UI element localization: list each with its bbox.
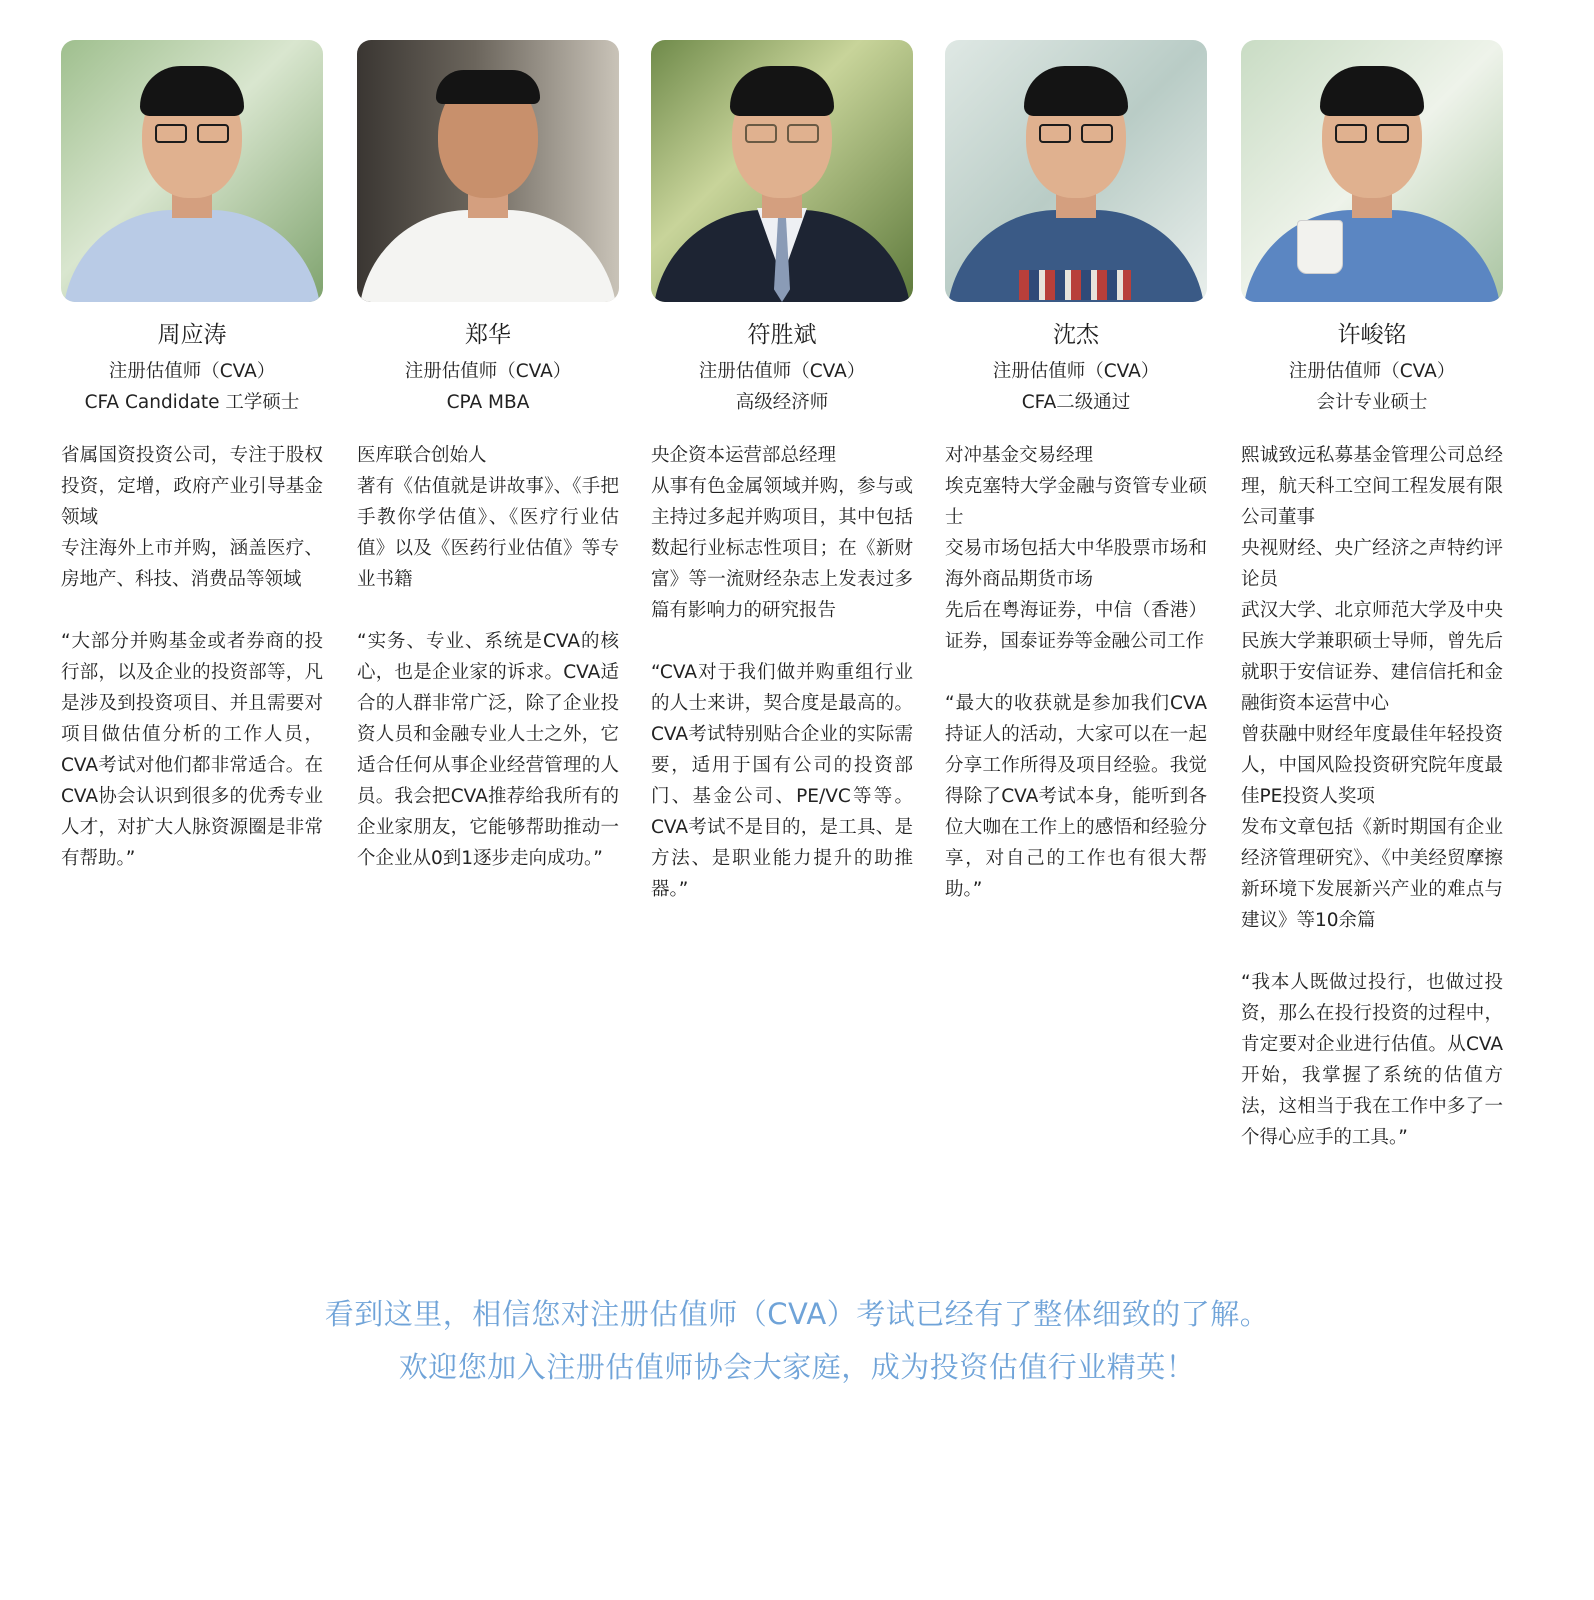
bio-line: 从事有色金属领域并购，参与或主持过多起并购项目，其中包括数起行业标志性项目；在《新财富》等一流财经杂志上发表过多篇有影响力的研究报告 <box>651 476 913 621</box>
bio-line: 发布文章包括《新时期国有企业经济管理研究》、《中美经贸摩擦新环境下发展新兴产业的难点与建议》等10余篇 <box>1241 817 1503 931</box>
bio <box>945 440 1207 657</box>
credential: 注册估值师（CVA） <box>404 361 572 382</box>
bio <box>1241 440 1503 936</box>
bio-line: 医库联合创始人 <box>357 445 487 466</box>
quote: “大部分并购基金或者券商的投行部，以及企业的投资部等，凡是涉及到投资项目、并且需要对项目做估值分析的工作人员，CVA考试对他们都非常适合。在CVA协会认识到很多的优秀专业人才，对扩大人脉资源圈是非常有帮助。” <box>61 631 323 869</box>
bio-line: 省属国资投资公司，专注于股权投资，定增，政府产业引导基金领域 <box>61 445 323 528</box>
profile-photo <box>357 40 619 302</box>
bio-line: 央视财经、央广经济之声特约评论员 <box>1241 538 1503 590</box>
profile-card-zheng <box>357 40 619 874</box>
credential: CFA二级通过 <box>1021 392 1131 413</box>
profile-photo <box>651 40 913 302</box>
credential: CFA Candidate 工学硕士 <box>84 392 300 413</box>
bio-line: 交易市场包括大中华股票市场和海外商品期货市场 <box>945 538 1207 590</box>
person-name: 许峻铭 <box>1337 322 1407 348</box>
profile-photo <box>945 40 1207 302</box>
footer-line-2: 欢迎您加入注册估值师协会大家庭，成为投资估值行业精英！ <box>398 1350 1196 1384</box>
profile-card-zhou <box>61 40 323 874</box>
quote: “最大的收获就是参加我们CVA持证人的活动，大家可以在一起分享工作所得及项目经验。我觉得除了CVA考试本身，能听到各位大咖在工作上的感悟和经验分享，对自己的工作也有很大帮助。” <box>945 693 1207 900</box>
bio-line: 先后在粤海证券，中信（香港）证券，国泰证券等金融公司工作 <box>945 600 1207 652</box>
quote: “我本人既做过投行，也做过投资，那么在投行投资的过程中，肯定要对企业进行估值。从CVA开始，我掌握了系统的估值方法，这相当于我在工作中多了一个得心应手的工具。” <box>1241 972 1503 1148</box>
person-name: 郑华 <box>465 322 511 348</box>
bio-line: 曾获融中财经年度最佳年轻投资人，中国风险投资研究院年度最佳PE投资人奖项 <box>1241 724 1503 807</box>
bio <box>357 440 619 595</box>
bio <box>61 440 323 595</box>
bio <box>651 440 913 626</box>
footer-line-1: 看到这里，相信您对注册估值师（CVA）考试已经有了整体细致的了解。 <box>324 1297 1270 1331</box>
bio-line: 埃克塞特大学金融与资管专业硕士 <box>945 476 1207 528</box>
credential: 注册估值师（CVA） <box>108 361 276 382</box>
person-name: 周应涛 <box>157 322 227 348</box>
bio-line: 熙诚致远私募基金管理公司总经理，航天科工空间工程发展有限公司董事 <box>1241 445 1503 528</box>
person-name: 符胜斌 <box>747 322 817 348</box>
bio-line: 对冲基金交易经理 <box>945 445 1094 466</box>
bio-line: 专注海外上市并购，涵盖医疗、房地产、科技、消费品等领域 <box>61 538 323 590</box>
profile-card-xu <box>1241 40 1503 1153</box>
bio-line: 央企资本运营部总经理 <box>651 445 837 466</box>
profile-card-shen <box>945 40 1207 905</box>
profile-photo <box>1241 40 1503 302</box>
quote: “CVA对于我们做并购重组行业的人士来讲，契合度是最高的。CVA考试特别贴合企业的实际需要，适用于国有公司的投资部门、基金公司、PE/VC等等。CVA考试不是目的，是工具、是方法、是职业能力提升的助推器。” <box>651 662 913 900</box>
person-name: 沈杰 <box>1053 322 1099 348</box>
credential: 注册估值师（CVA） <box>1288 361 1456 382</box>
bio-line: 著有《估值就是讲故事》、《手把手教你学估值》、《医疗行业估值》以及《医药行业估值》等专业书籍 <box>357 476 619 590</box>
credential: 高级经济师 <box>735 392 829 413</box>
profile-photo <box>61 40 323 302</box>
quote: “实务、专业、系统是CVA的核心，也是企业家的诉求。CVA适合的人群非常广泛，除了企业投资人员和金融专业人士之外，它适合任何从事企业经营管理的人员。我会把CVA推荐给我所有的企业家朋友，它能够帮助推动一个企业从0到1逐步走向成功。” <box>357 631 619 869</box>
credential: 会计专业硕士 <box>1316 392 1428 413</box>
credential: 注册估值师（CVA） <box>992 361 1160 382</box>
credential: 注册估值师（CVA） <box>698 361 866 382</box>
bio-line: 武汉大学、北京师范大学及中央民族大学兼职硕士导师，曾先后就职于安信证券、建信信托和金融街资本运营中心 <box>1241 600 1503 714</box>
credential: CPA MBA <box>446 392 530 413</box>
profile-card-fu <box>651 40 913 905</box>
